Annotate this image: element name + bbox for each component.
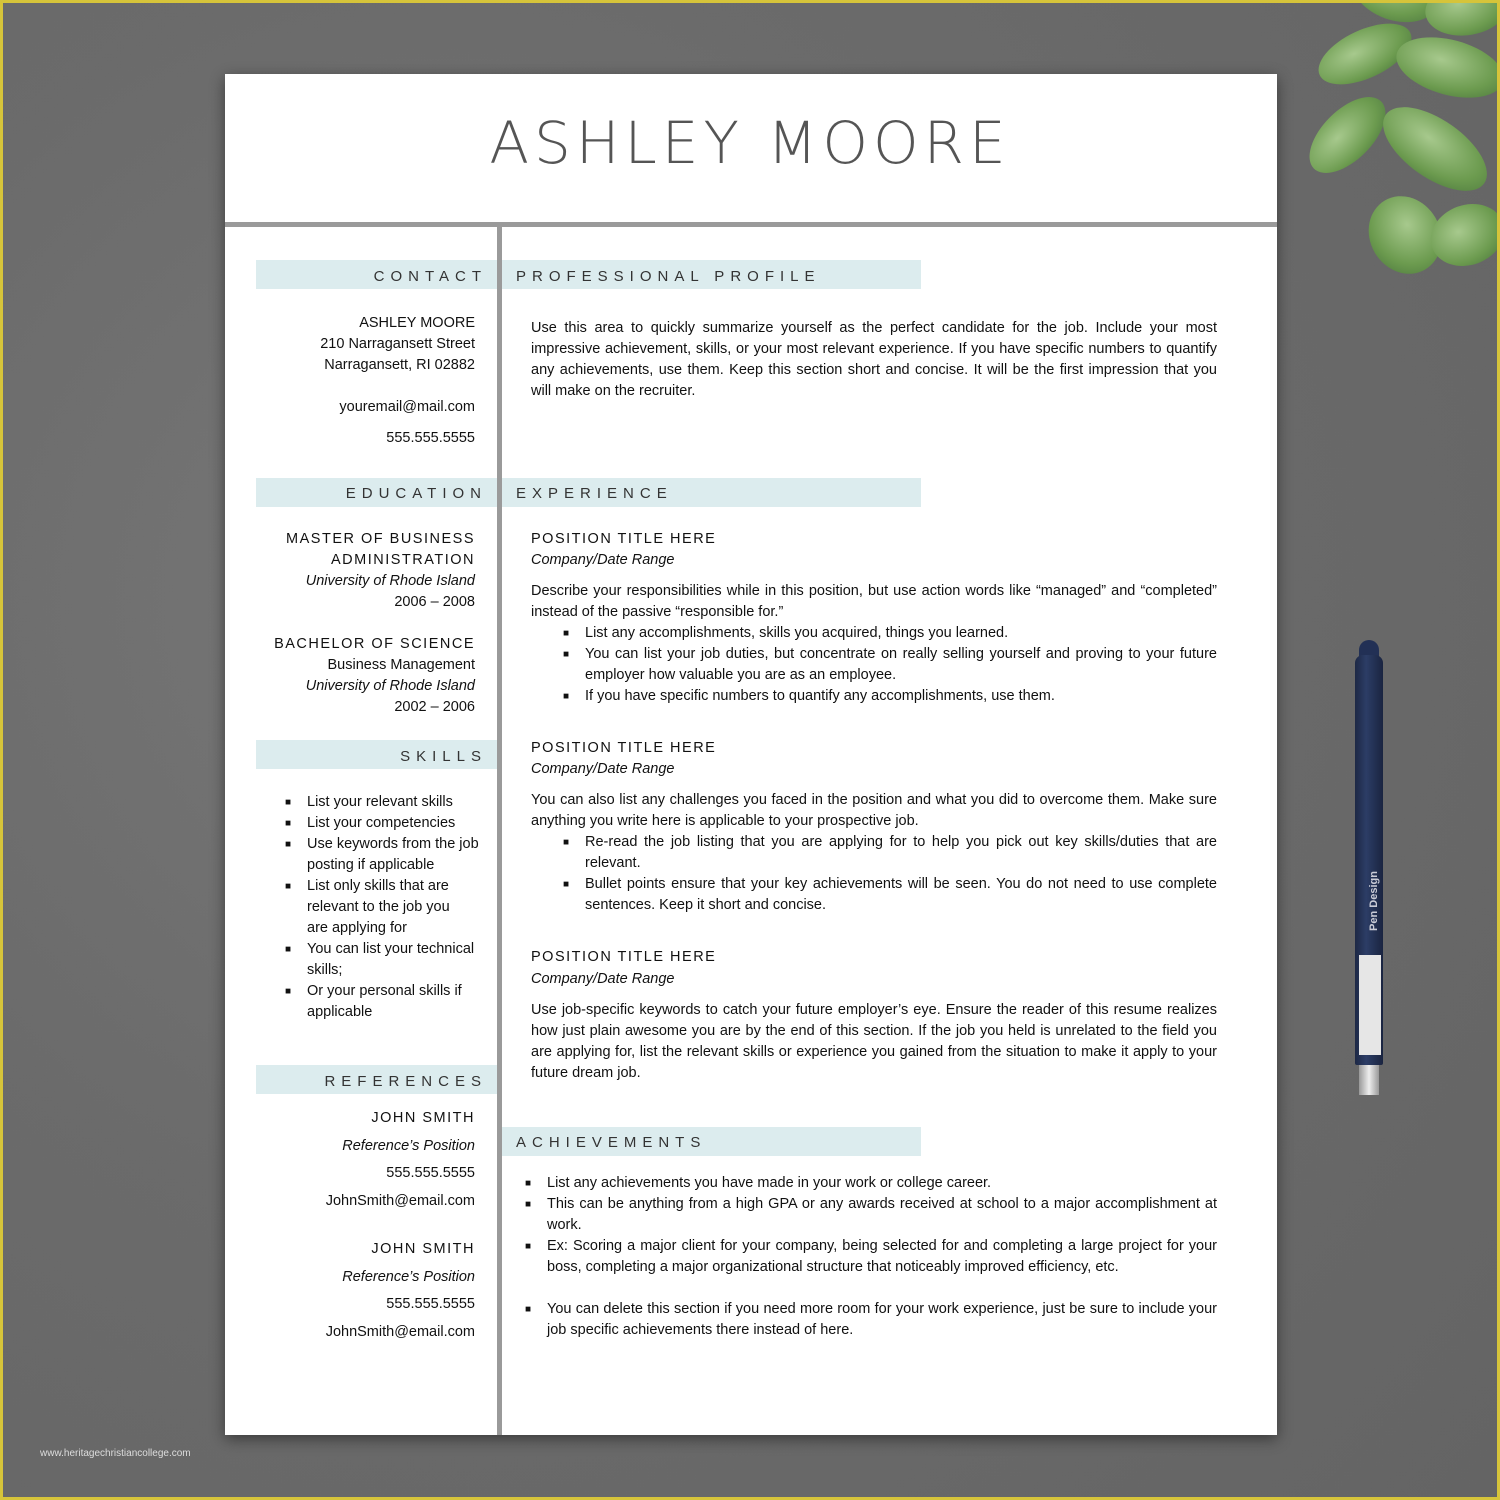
education-degree: MASTER OF BUSINESS <box>286 531 475 547</box>
achievement-item: This can be anything from a high GPA or any awards received at school to a major accomplishment at work. <box>547 1196 1217 1233</box>
reference-email: JohnSmith@email.com <box>325 1324 475 1340</box>
position-description: Describe your responsibilities while in this position, but use action words like “managed” and “completed” instead of the passive “responsible for.” <box>531 583 1217 620</box>
bullet-icon: ■ <box>285 839 292 850</box>
contact-heading: CONTACT <box>373 268 487 285</box>
experience-bullet: If you have specific numbers to quantify any accomplishments, use them. <box>585 688 1055 704</box>
skill-item: Or your personal skills if applicable <box>307 983 462 1020</box>
bullet-icon: ■ <box>563 691 570 702</box>
bullet-icon: ■ <box>285 797 292 808</box>
column-divider <box>497 227 502 1435</box>
bullet-icon: ■ <box>285 818 292 829</box>
pen-image <box>1352 640 1386 1160</box>
reference-email: JohnSmith@email.com <box>325 1193 475 1209</box>
achievement-item: You can delete this section if you need more room for your work experience, just be sure to include your job specific achievements there instead of here. <box>547 1301 1217 1338</box>
education-years: 2006 – 2008 <box>394 594 475 610</box>
bullet-icon: ■ <box>525 1178 532 1189</box>
pen-brand-text: Pen Design <box>1367 871 1380 931</box>
experience-bullet: Re-read the job listing that you are applying for to help you pick out key skills/duties that are relevant. <box>585 834 1217 871</box>
skill-item: Use keywords from the job posting if applicable <box>307 836 479 873</box>
bullet-icon: ■ <box>285 986 292 997</box>
profile-heading: PROFESSIONAL PROFILE <box>516 268 821 285</box>
skill-item: You can list your technical skills; <box>307 941 475 978</box>
position-description: Use job-specific keywords to catch your future employer’s eye. Ensure the reader of this resume realizes how just plain awesome you are by the end of this section. If the job you held is unrelated to the field you are applying for, list the relevant skills or experience you gained from the situation to make it apply to your future dream job. <box>531 1002 1217 1081</box>
bullet-icon: ■ <box>525 1241 532 1252</box>
bullet-icon: ■ <box>525 1304 532 1315</box>
contact-street: 210 Narragansett Street <box>320 336 475 352</box>
education-degree-line2: ADMINISTRATION <box>331 552 475 568</box>
experience-heading: EXPERIENCE <box>516 485 673 502</box>
company-date: Company/Date Range <box>531 761 675 777</box>
bullet-icon: ■ <box>525 1199 532 1210</box>
reference-phone: 555.555.5555 <box>386 1296 475 1312</box>
watermark-text: www.heritagechristiancollege.com <box>40 1448 191 1459</box>
education-years: 2002 – 2006 <box>394 699 475 715</box>
bullet-icon: ■ <box>563 649 570 660</box>
education-degree: BACHELOR OF SCIENCE <box>274 636 475 652</box>
reference-phone: 555.555.5555 <box>386 1165 475 1181</box>
education-school: University of Rhode Island <box>305 678 475 694</box>
contact-name: ASHLEY MOORE <box>359 315 475 331</box>
reference-name: JOHN SMITH <box>371 1241 475 1257</box>
achievement-item: Ex: Scoring a major client for your company, being selected for and completing a large project for your boss, completing a major organizational structure that noticeably improved efficiency, etc. <box>547 1238 1217 1275</box>
bullet-icon: ■ <box>285 944 292 955</box>
position-title: POSITION TITLE HERE <box>531 531 717 547</box>
skill-item: List your competencies <box>307 815 456 831</box>
contact-email: youremail@mail.com <box>339 399 475 415</box>
contact-city: Narragansett, RI 02882 <box>324 357 475 373</box>
achievement-item: List any achievements you have made in your work or college career. <box>547 1175 992 1191</box>
experience-bullet: Bullet points ensure that your key achievements will be seen. You do not need to use complete sentences. Keep it short and concise. <box>585 876 1217 913</box>
position-title: POSITION TITLE HERE <box>531 740 717 756</box>
position-title: POSITION TITLE HERE <box>531 949 717 965</box>
company-date: Company/Date Range <box>531 971 675 987</box>
bullet-icon: ■ <box>563 837 570 848</box>
bullet-icon: ■ <box>563 628 570 639</box>
bullet-icon: ■ <box>563 879 570 890</box>
skill-item: List only skills that are relevant to the job you are applying for <box>307 878 450 936</box>
education-school: University of Rhode Island <box>305 573 475 589</box>
achievements-heading: ACHIEVEMENTS <box>516 1134 707 1151</box>
bullet-icon: ■ <box>285 881 292 892</box>
experience-bullet: List any accomplishments, skills you acquired, things you learned. <box>585 625 1009 641</box>
education-field: Business Management <box>327 657 475 673</box>
profile-text: Use this area to quickly summarize yourself as the perfect candidate for the job. Include your most impressive achievement, skills, or your most relevant experience. If you have specific numbers to quantify any achievements, use them. Keep this section short and concise. It will be the first impression that you will make on the recruiter. <box>531 320 1217 399</box>
experience-bullet: You can list your job duties, but concentrate on really selling yourself and proving to your future employer how valuable you are as an employee. <box>585 646 1217 683</box>
reference-position: Reference’s Position <box>342 1138 475 1154</box>
reference-name: JOHN SMITH <box>371 1110 475 1126</box>
resume-name: ASHLEY MOORE <box>489 109 1011 177</box>
position-description: You can also list any challenges you faced in the position and what you did to overcome them. Make sure anything you write here is applicable to your prospective job. <box>531 792 1217 829</box>
header-divider <box>225 222 1277 227</box>
skill-item: List your relevant skills <box>307 794 453 810</box>
reference-position: Reference’s Position <box>342 1269 475 1285</box>
company-date: Company/Date Range <box>531 552 675 568</box>
contact-phone: 555.555.5555 <box>386 430 475 446</box>
references-heading: REFERENCES <box>324 1073 487 1090</box>
education-heading: EDUCATION <box>345 485 487 502</box>
skills-heading: SKILLS <box>400 748 487 765</box>
